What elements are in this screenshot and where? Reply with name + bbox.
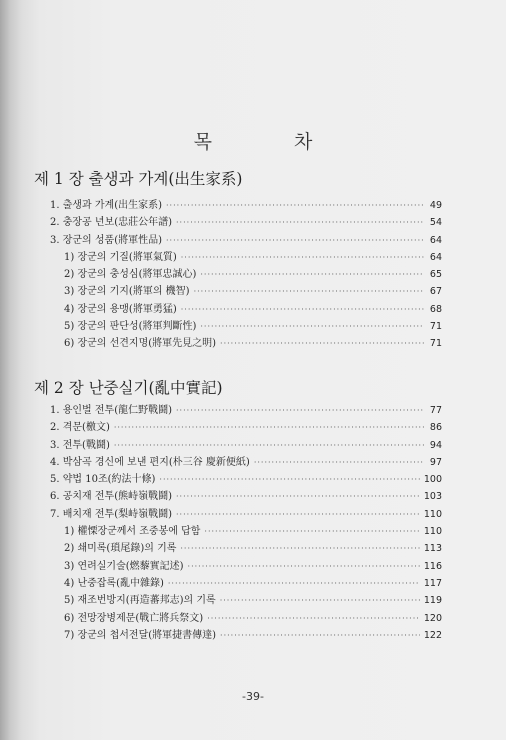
- dot-leader: [176, 402, 424, 419]
- toc-entry: [50, 214, 442, 231]
- chapter-heading-2: 제 2 장 난중실기(亂中實記): [34, 379, 223, 397]
- toc-entry: [50, 232, 442, 249]
- toc-entry-label: 5. 약법 10조(約法十條): [50, 474, 156, 486]
- toc-entry: [50, 523, 442, 540]
- toc-entry-page-number: 97: [429, 456, 442, 468]
- toc-entry-label: 7. 배치재 전투(梨峙嶺戰鬪): [50, 508, 173, 520]
- toc-entry: [50, 283, 442, 300]
- dot-leader: [188, 558, 420, 575]
- dot-leader: [254, 454, 424, 471]
- toc-entry-page-number: 64: [429, 234, 442, 246]
- toc-entry: [50, 266, 442, 283]
- toc-entry: [50, 471, 442, 488]
- dot-leader: [181, 301, 424, 318]
- toc-entry-label: 1. 용인벌 전투(龍仁野戰鬪): [50, 405, 173, 416]
- toc-entry-page-number: 119: [423, 595, 442, 607]
- dot-leader: [166, 232, 424, 249]
- toc-entry-page-number: 113: [423, 543, 442, 555]
- toc-entry-label: 2. 충장공 년보(忠莊公年譜): [50, 217, 173, 229]
- toc-entry-label: 3) 장군의 기지(將軍의 機智): [64, 286, 190, 298]
- toc-entry-page-number: 110: [423, 508, 442, 520]
- toc-entry-page-number: 68: [429, 303, 442, 315]
- dot-leader: [159, 471, 419, 488]
- toc-entry-label: 5) 장군의 판단성(將軍判斷性): [64, 321, 197, 333]
- toc-entry-page-number: 122: [423, 629, 442, 641]
- toc-entry-label: 5) 재조번방지(再造蕃邦志)의 기록: [64, 595, 216, 607]
- toc-entry-label: 2) 장군의 충성심(將軍忠誠心): [64, 269, 197, 281]
- toc-entry-page-number: 49: [429, 200, 442, 211]
- toc-entry-label: 1) 장군의 기질(將軍氣質): [64, 251, 177, 263]
- toc-entry-page-number: 110: [423, 526, 442, 538]
- toc-entry-label: 4) 난중잡록(亂中雜錄): [64, 577, 164, 589]
- toc-entry-label: 4) 장군의 용맹(將軍勇猛): [64, 303, 177, 315]
- toc-entry-label: 3. 장군의 성품(將軍性品): [50, 234, 163, 246]
- toc-entry-label: 6) 장군의 선견지명(將軍先見之明): [64, 338, 217, 350]
- toc-entry: [50, 558, 442, 575]
- toc-entry-label: 3. 전투(戰鬪): [50, 439, 110, 451]
- dot-leader: [180, 540, 419, 557]
- toc-entry: [50, 437, 442, 454]
- toc-entry-label: 1) 權慄장군께서 조중봉에 답함: [64, 526, 201, 538]
- toc-entry-page-number: 116: [423, 560, 442, 572]
- dot-leader: [200, 266, 424, 283]
- toc-entry: [50, 627, 442, 644]
- toc-entry: [50, 318, 442, 335]
- toc-entry-label: 2. 격문(檄文): [50, 422, 110, 434]
- dot-leader: [114, 419, 424, 436]
- chapter-2-entries: [50, 402, 442, 644]
- toc-entry-label: 6. 공치재 전투(熊峙嶺戰鬪): [50, 491, 173, 503]
- toc-entry: [50, 197, 442, 214]
- toc-entry: [50, 301, 442, 318]
- toc-entry-page-number: 65: [429, 269, 442, 281]
- toc-entry-page-number: 103: [423, 491, 442, 503]
- dot-leader: [220, 335, 424, 352]
- dot-leader: [220, 592, 420, 609]
- toc-entry: [50, 402, 442, 419]
- toc-entry-page-number: 64: [429, 251, 442, 263]
- dot-leader: [204, 523, 419, 540]
- dot-leader: [166, 197, 424, 214]
- toc-entry: [50, 335, 442, 352]
- toc-entry: [50, 488, 442, 505]
- toc-entry-label: 2) 쇄미록(瑣尾錄)의 기록: [64, 543, 177, 555]
- toc-entry-page-number: 117: [423, 577, 442, 589]
- chapter-heading-1: 제 1 장 출생과 가계(出生家系): [34, 170, 243, 188]
- toc-entry-page-number: 71: [429, 338, 442, 350]
- toc-entry: [50, 249, 442, 266]
- toc-entry: [50, 540, 442, 557]
- toc-entry-page-number: 86: [429, 422, 442, 434]
- toc-entry-label: 1. 출생과 가계(出生家系): [50, 200, 163, 211]
- dot-leader: [220, 627, 420, 644]
- dot-leader: [114, 437, 424, 454]
- toc-entry-page-number: 54: [429, 217, 442, 229]
- dot-leader: [194, 283, 424, 300]
- toc-entry-label: 7) 장군의 첩서전달(將軍捷書傳達): [64, 629, 217, 641]
- toc-entry-page-number: 71: [429, 321, 442, 333]
- toc-entry: [50, 575, 442, 592]
- toc-entry: [50, 506, 442, 523]
- toc-entry-page-number: 94: [429, 439, 442, 451]
- toc-entry-label: 4. 박삼곡 경신에 보낸 편지(朴三谷 慶新便紙): [50, 456, 250, 468]
- dot-leader: [207, 610, 420, 627]
- dot-leader: [176, 506, 420, 523]
- chapter-1-entries: [50, 197, 442, 353]
- toc-entry-label: 6) 전망장병제문(戰亡將兵祭文): [64, 612, 204, 624]
- toc-entry: [50, 454, 442, 471]
- page-title: 목 차: [193, 131, 351, 153]
- toc-entry: [50, 419, 442, 436]
- dot-leader: [176, 488, 420, 505]
- toc-entry: [50, 610, 442, 627]
- dot-leader: [181, 249, 424, 266]
- toc-entry-page-number: 120: [423, 612, 442, 624]
- dot-leader: [200, 318, 424, 335]
- dot-leader: [176, 214, 424, 231]
- dot-leader: [168, 575, 420, 592]
- toc-entry: [50, 592, 442, 609]
- toc-entry-page-number: 100: [423, 474, 442, 486]
- toc-entry-page-number: 67: [429, 286, 442, 298]
- toc-entry-page-number: 77: [429, 405, 442, 416]
- toc-entry-label: 3) 연려실기술(燃藜實記述): [64, 560, 184, 572]
- page-number: -39-: [242, 690, 264, 703]
